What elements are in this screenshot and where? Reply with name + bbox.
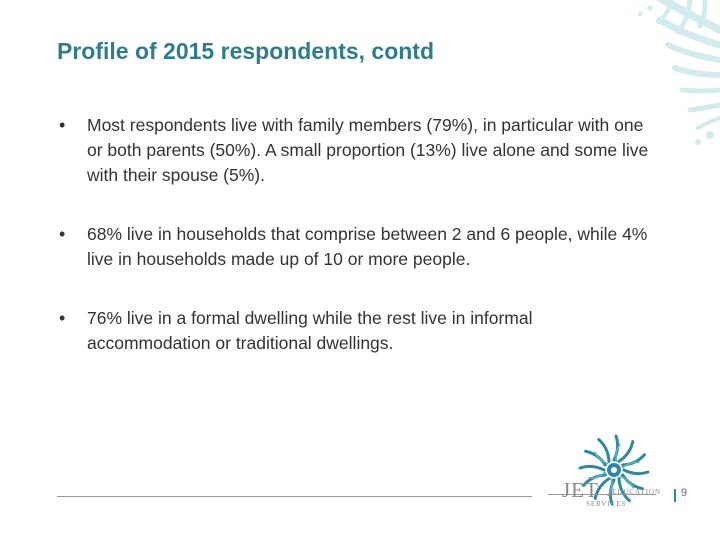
logo-wordmark: JET xyxy=(562,478,599,502)
bullet-item xyxy=(57,222,657,272)
bullet-marker: • xyxy=(59,224,66,244)
slide-title: Profile of 2015 respondents, contd xyxy=(57,38,435,64)
bullet-item xyxy=(57,306,657,356)
bullet-text: 76% live in a formal dwelling while the rest live in informal accommodation or traditional dwellings. xyxy=(87,308,533,353)
footer-divider xyxy=(57,496,532,497)
bullet-marker: • xyxy=(59,115,66,135)
bullet-text: Most respondents live with family members (79%), in particular with one or both parents (50%). A small proportion (13%) live alone and some live with their spouse (5%). xyxy=(87,115,649,185)
page-number-separator xyxy=(674,489,676,502)
logo-tagline-top: EDUCATION xyxy=(612,488,662,496)
page-number: 9 xyxy=(681,487,688,499)
bullet-item xyxy=(57,113,657,188)
bullet-list xyxy=(57,113,657,390)
bullet-marker: • xyxy=(59,308,66,328)
logo-tagline-bottom: SERVICES xyxy=(586,500,627,508)
bullet-text: 68% live in households that comprise between 2 and 6 people, while 4% live in households made up of 10 or more people. xyxy=(87,224,648,269)
